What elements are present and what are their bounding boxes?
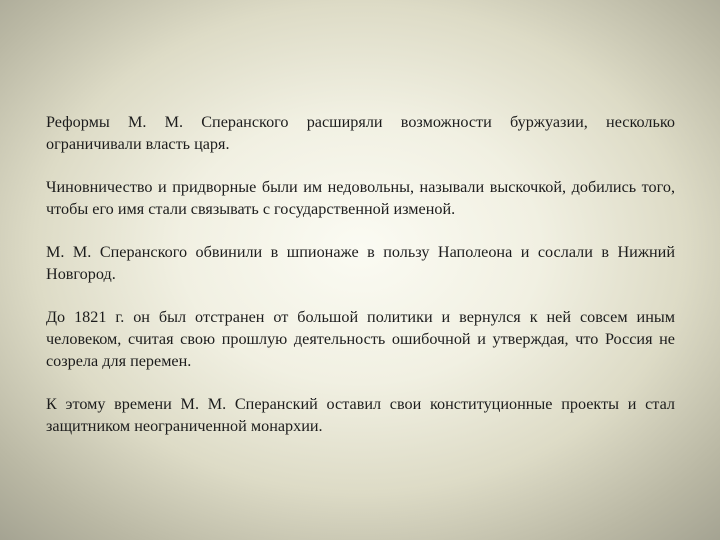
paragraph-return: До 1821 г. он был отстранен от большой политики и вернулся к ней совсем иным человеком, считая свою прошлую деятельность ошибочной и утверждая, что Россия не созрела для перемен.: [46, 308, 675, 370]
paragraph-reforms: Реформы М. М. Сперанского расширяли возможности буржуазии, несколько ограничивали власть царя.: [46, 113, 675, 153]
paragraph-monarchy: К этому времени М. М. Сперанский оставил свои конституционные проекты и стал защитником неограниченной монархии.: [46, 395, 675, 435]
slide-text-block: [46, 111, 675, 458]
paragraph-officials: Чиновничество и придворные были им недовольны, называли выскочкой, добились того, чтобы его имя стали связывать с государственной изменой.: [46, 178, 675, 218]
paragraph-accusation: М. М. Сперанского обвинили в шпионаже в пользу Наполеона и сослали в Нижний Новгород.: [46, 243, 675, 283]
